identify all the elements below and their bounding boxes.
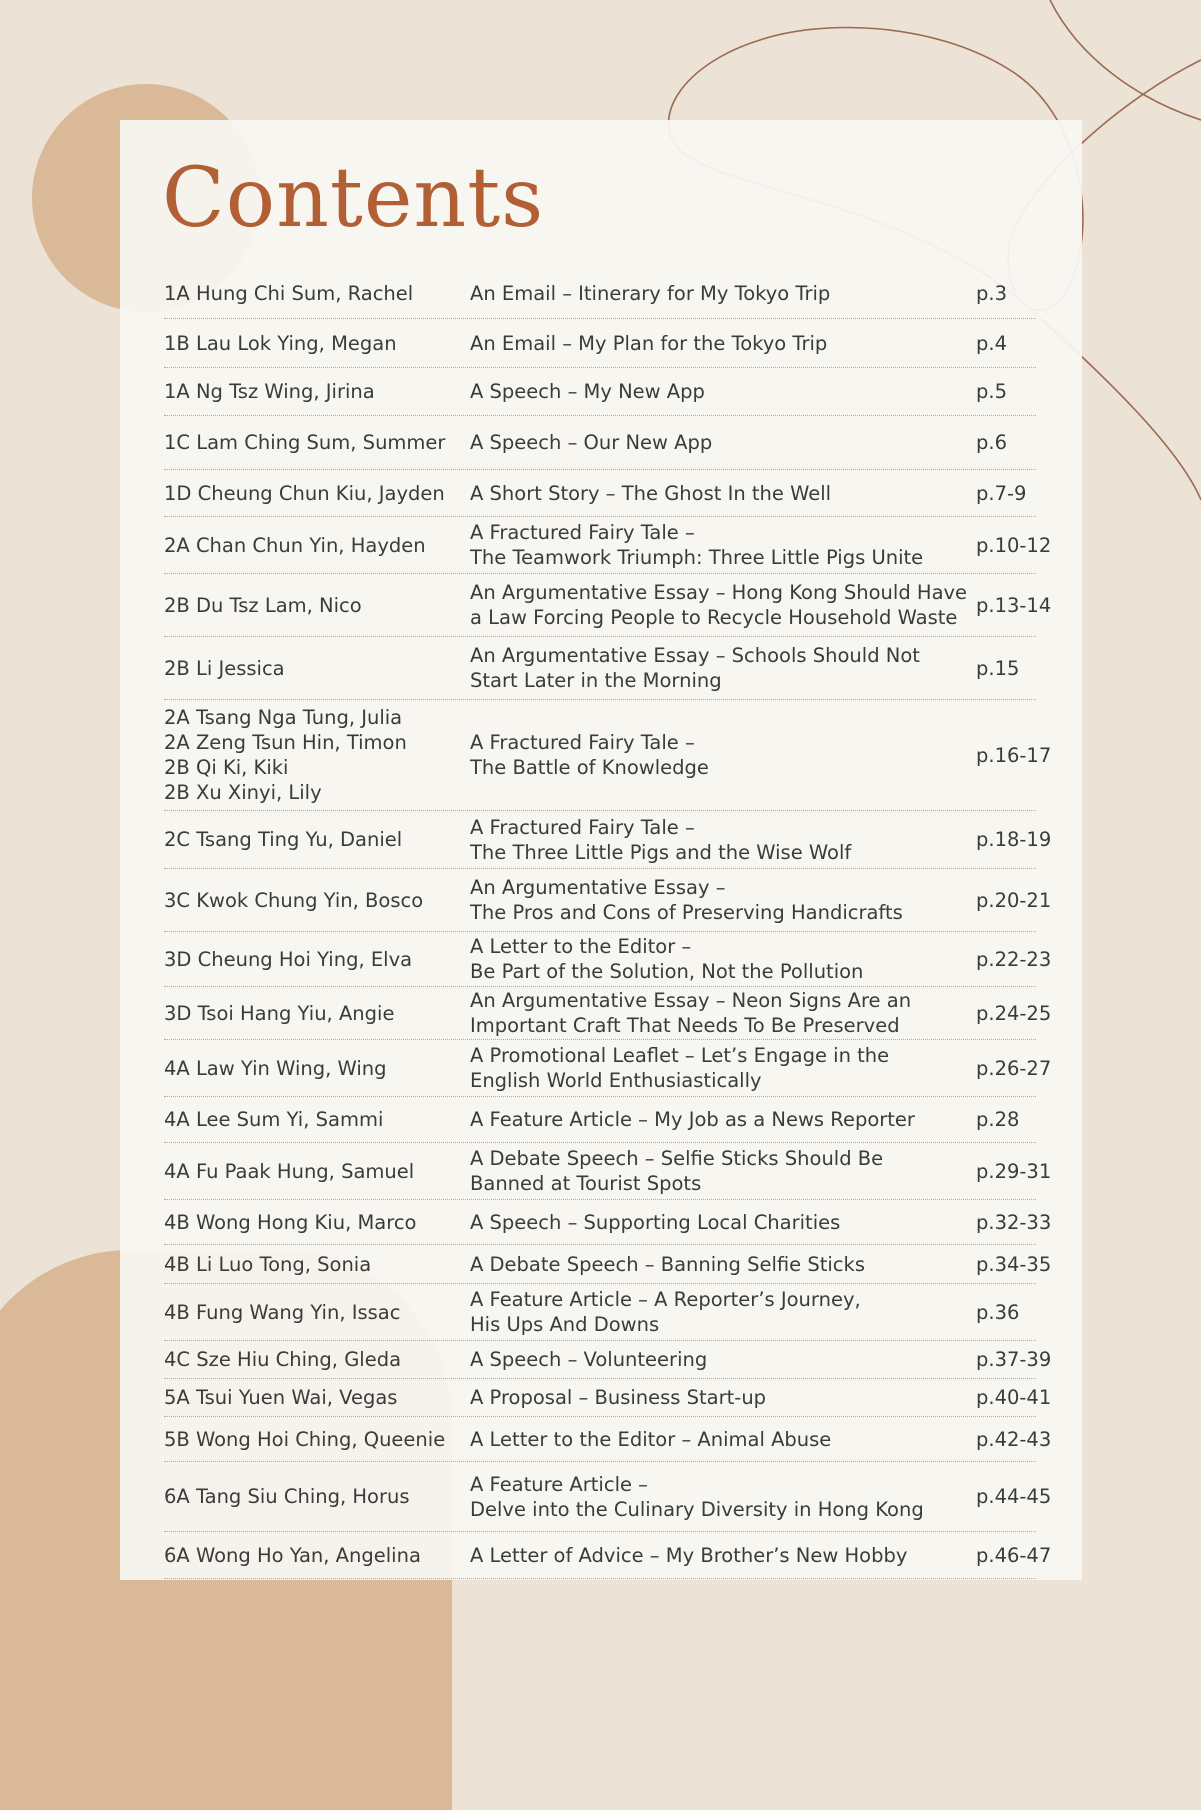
- toc-author: [164, 1252, 470, 1277]
- toc-work-title: [470, 1347, 976, 1372]
- toc-work-title: [470, 1543, 976, 1568]
- toc-work-line: A Feature Article – My Job as a News Reporter: [470, 1108, 915, 1131]
- toc-work-line: An Argumentative Essay –: [470, 876, 726, 899]
- toc-author: [164, 533, 470, 558]
- toc-author: [164, 593, 470, 618]
- toc-page-number: p.42-43: [976, 1427, 1052, 1451]
- toc-work-line: A Speech – My New App: [470, 380, 705, 403]
- toc-row: [164, 1462, 1052, 1532]
- toc-row: [164, 700, 1052, 811]
- toc-work-line: An Email – Itinerary for My Tokyo Trip: [470, 281, 831, 305]
- toc-page-number: p.18-19: [976, 828, 1052, 851]
- toc-work-line: A Feature Article – A Reporter’s Journey,: [470, 1288, 861, 1311]
- toc-author-line: 4A Law Yin Wing, Wing: [164, 1056, 387, 1080]
- toc-author-line: 4C Sze Hiu Ching, Gleda: [164, 1348, 402, 1371]
- toc-work-title: [470, 1043, 976, 1093]
- toc-author-line: 4A Fu Paak Hung, Samuel: [164, 1159, 415, 1183]
- toc-author: [164, 1427, 470, 1452]
- toc-page-number: p.3: [976, 281, 1007, 305]
- toc-row: [164, 1284, 1036, 1341]
- toc-work-line: A Fractured Fairy Tale –: [470, 815, 695, 839]
- toc-page-number: p.29-31: [976, 1159, 1052, 1183]
- toc-author: [164, 1543, 470, 1568]
- toc-author-line: 5A Tsui Yuen Wai, Vegas: [164, 1386, 398, 1409]
- toc-work-title: [470, 934, 976, 984]
- toc-row: [164, 1532, 1052, 1579]
- toc-work-title: [470, 481, 976, 506]
- toc-author: [164, 1347, 470, 1372]
- toc-work-line: A Speech – Volunteering: [470, 1348, 708, 1371]
- toc-row: [164, 1040, 1052, 1097]
- toc-work-line: A Debate Speech – Banning Selfie Sticks: [470, 1252, 865, 1276]
- toc-author: [164, 1300, 470, 1325]
- toc-row: [164, 1200, 1052, 1245]
- toc-author: [164, 656, 470, 681]
- toc-work-line: Banned at Tourist Spots: [470, 1172, 702, 1195]
- toc-work-line: A Promotional Leaflet – Let’s Engage in the: [470, 1044, 890, 1067]
- toc-work-title: [470, 815, 976, 865]
- toc-page-number: p.4: [976, 331, 1007, 355]
- toc-work-title: [470, 430, 976, 455]
- toc-page-number: p.26-27: [976, 1056, 1052, 1080]
- toc-work-line: A Fractured Fairy Tale –: [470, 521, 695, 544]
- toc-page-number: p.7-9: [976, 481, 1027, 505]
- toc-work-line: A Letter to the Editor – Animal Abuse: [470, 1427, 832, 1451]
- toc-work-line: The Teamwork Triumph: Three Little Pigs Unite: [470, 546, 924, 569]
- toc-work-line: a Law Forcing People to Recycle Household Waste: [470, 606, 958, 629]
- toc-author: [164, 430, 470, 455]
- toc-work-line: A Letter of Advice – My Brother’s New Hobby: [470, 1543, 908, 1567]
- toc-work-title: [470, 580, 976, 630]
- toc-work-title: [470, 1427, 976, 1452]
- toc-author-line: 2B Xu Xinyi, Lily: [164, 781, 322, 804]
- toc-page-number: p.44-45: [976, 1485, 1052, 1508]
- toc-row: [164, 368, 1036, 416]
- toc-work-title: [470, 1287, 976, 1337]
- toc-work-line: A Speech – Our New App: [470, 431, 713, 454]
- toc-author: [164, 947, 470, 972]
- toc-work-title: [470, 1472, 976, 1522]
- toc-work-title: [470, 1252, 976, 1277]
- toc-work-line: English World Enthusiastically: [470, 1069, 762, 1092]
- toc-page-number: p.36: [976, 1300, 1020, 1324]
- toc-row: [164, 574, 1052, 637]
- toc-row: [164, 268, 1036, 319]
- toc-author-line: 1B Lau Lok Ying, Megan: [164, 331, 397, 355]
- page-title: Contents: [162, 151, 545, 246]
- toc-author: [164, 827, 470, 852]
- toc-author: [164, 1385, 470, 1410]
- toc-author: [164, 1001, 470, 1026]
- toc-page-number: p.40-41: [976, 1386, 1052, 1409]
- toc-author-line: 2A Tsang Nga Tung, Julia: [164, 706, 403, 729]
- toc-work-line: A Proposal – Business Start-up: [470, 1386, 767, 1409]
- toc-author-line: 1A Ng Tsz Wing, Jirina: [164, 380, 375, 403]
- toc-author: [164, 379, 470, 404]
- toc-author: [164, 1210, 470, 1235]
- toc-page-number: p.28: [976, 1108, 1020, 1131]
- toc-page-number: p.32-33: [976, 1210, 1052, 1234]
- toc-author-line: 3D Cheung Hoi Ying, Elva: [164, 947, 413, 971]
- toc-row: [164, 869, 1052, 932]
- toc-page-number: p.10-12: [976, 533, 1052, 557]
- toc-work-line: A Speech – Supporting Local Charities: [470, 1210, 841, 1234]
- toc-work-line: The Battle of Knowledge: [470, 756, 709, 779]
- toc-work-title: [470, 1107, 976, 1132]
- toc-author-line: 1A Hung Chi Sum, Rachel: [164, 281, 414, 305]
- toc-author-line: 1C Lam Ching Sum, Summer: [164, 431, 446, 454]
- toc-work-line: Delve into the Culinary Diversity in Hong Kong: [470, 1497, 924, 1521]
- toc-author: [164, 331, 470, 356]
- toc-row: [164, 637, 1036, 700]
- toc-work-title: [470, 730, 976, 780]
- toc-row: [164, 470, 1036, 517]
- toc-row: [164, 1379, 1052, 1417]
- toc-page-number: p.22-23: [976, 947, 1052, 971]
- toc-work-title: [470, 1210, 976, 1235]
- toc-row: [164, 932, 1052, 987]
- toc-page-number: p.5: [976, 380, 1007, 403]
- toc-work-line: A Letter to the Editor –: [470, 935, 692, 958]
- toc-page-number: p.37-39: [976, 1348, 1052, 1371]
- toc-work-line: A Feature Article –: [470, 1472, 648, 1496]
- toc-author: [164, 705, 470, 805]
- toc-work-title: [470, 643, 976, 693]
- toc-row: [164, 416, 1036, 470]
- toc-row: [164, 1097, 1036, 1143]
- toc-page-number: p.6: [976, 431, 1007, 454]
- toc-author: [164, 481, 470, 506]
- toc-author-line: 4B Wong Hong Kiu, Marco: [164, 1210, 417, 1234]
- toc-author-line: 4B Fung Wang Yin, Issac: [164, 1300, 401, 1324]
- toc-row: [164, 1143, 1052, 1200]
- toc-work-line: Important Craft That Needs To Be Preserved: [470, 1014, 900, 1037]
- toc-work-line: A Fractured Fairy Tale –: [470, 731, 695, 754]
- toc-author-line: 4B Li Luo Tong, Sonia: [164, 1252, 372, 1276]
- toc-work-title: [470, 520, 976, 570]
- contents-table: [164, 268, 1052, 1579]
- toc-work-line: The Pros and Cons of Preserving Handicrafts: [470, 901, 903, 924]
- toc-row: [164, 1245, 1052, 1284]
- toc-work-line: An Argumentative Essay – Hong Kong Should Have: [470, 581, 968, 604]
- toc-author-line: 1D Cheung Chun Kiu, Jayden: [164, 481, 445, 505]
- toc-page-number: p.15: [976, 656, 1020, 680]
- toc-author: [164, 888, 470, 913]
- toc-author-line: 2B Du Tsz Lam, Nico: [164, 593, 362, 617]
- toc-author-line: 2A Chan Chun Yin, Hayden: [164, 533, 426, 557]
- toc-page-number: p.13-14: [976, 593, 1052, 617]
- toc-author: [164, 1056, 470, 1081]
- toc-author: [164, 1484, 470, 1509]
- toc-author-line: 2B Li Jessica: [164, 656, 285, 680]
- toc-author-line: 2A Zeng Tsun Hin, Timon: [164, 731, 407, 754]
- toc-work-line: Start Later in the Morning: [470, 669, 722, 692]
- toc-work-line: A Debate Speech – Selfie Sticks Should Be: [470, 1147, 884, 1170]
- toc-work-title: [470, 988, 976, 1038]
- toc-page-number: p.46-47: [976, 1543, 1052, 1567]
- toc-author: [164, 1107, 470, 1132]
- toc-work-line: The Three Little Pigs and the Wise Wolf: [470, 840, 852, 864]
- toc-work-title: [470, 281, 976, 306]
- toc-author-line: 4A Lee Sum Yi, Sammi: [164, 1108, 384, 1131]
- toc-page-number: p.24-25: [976, 1001, 1052, 1025]
- toc-author-line: 3C Kwok Chung Yin, Bosco: [164, 888, 424, 912]
- toc-author-line: 5B Wong Hoi Ching, Queenie: [164, 1427, 446, 1451]
- toc-work-line: A Short Story – The Ghost In the Well: [470, 481, 832, 505]
- toc-row: [164, 987, 1052, 1040]
- toc-page-number: p.34-35: [976, 1252, 1052, 1276]
- toc-work-title: [470, 379, 976, 404]
- toc-author: [164, 1159, 470, 1184]
- toc-work-title: [470, 1385, 976, 1410]
- toc-page-number: p.20-21: [976, 888, 1052, 912]
- toc-work-line: An Argumentative Essay – Schools Should Not: [470, 644, 920, 667]
- toc-row: [164, 1341, 1052, 1379]
- toc-work-line: An Email – My Plan for the Tokyo Trip: [470, 331, 828, 355]
- toc-work-line: An Argumentative Essay – Neon Signs Are an: [470, 989, 912, 1012]
- toc-work-title: [470, 1146, 976, 1196]
- toc-work-line: His Ups And Downs: [470, 1313, 660, 1336]
- toc-row: [164, 517, 1052, 574]
- toc-author-line: 6A Wong Ho Yan, Angelina: [164, 1543, 421, 1567]
- toc-work-title: [470, 875, 976, 925]
- toc-row: [164, 811, 1052, 869]
- toc-row: [164, 1417, 1052, 1462]
- toc-work-title: [470, 331, 976, 356]
- toc-author-line: 2C Tsang Ting Yu, Daniel: [164, 828, 403, 851]
- toc-row: [164, 319, 1036, 368]
- toc-work-line: Be Part of the Solution, Not the Pollution: [470, 960, 864, 983]
- toc-page-number: p.16-17: [976, 743, 1052, 767]
- toc-author-line: 3D Tsoi Hang Yiu, Angie: [164, 1001, 395, 1025]
- toc-author-line: 2B Qi Ki, Kiki: [164, 756, 289, 779]
- toc-author-line: 6A Tang Siu Ching, Horus: [164, 1485, 410, 1508]
- toc-author: [164, 281, 470, 306]
